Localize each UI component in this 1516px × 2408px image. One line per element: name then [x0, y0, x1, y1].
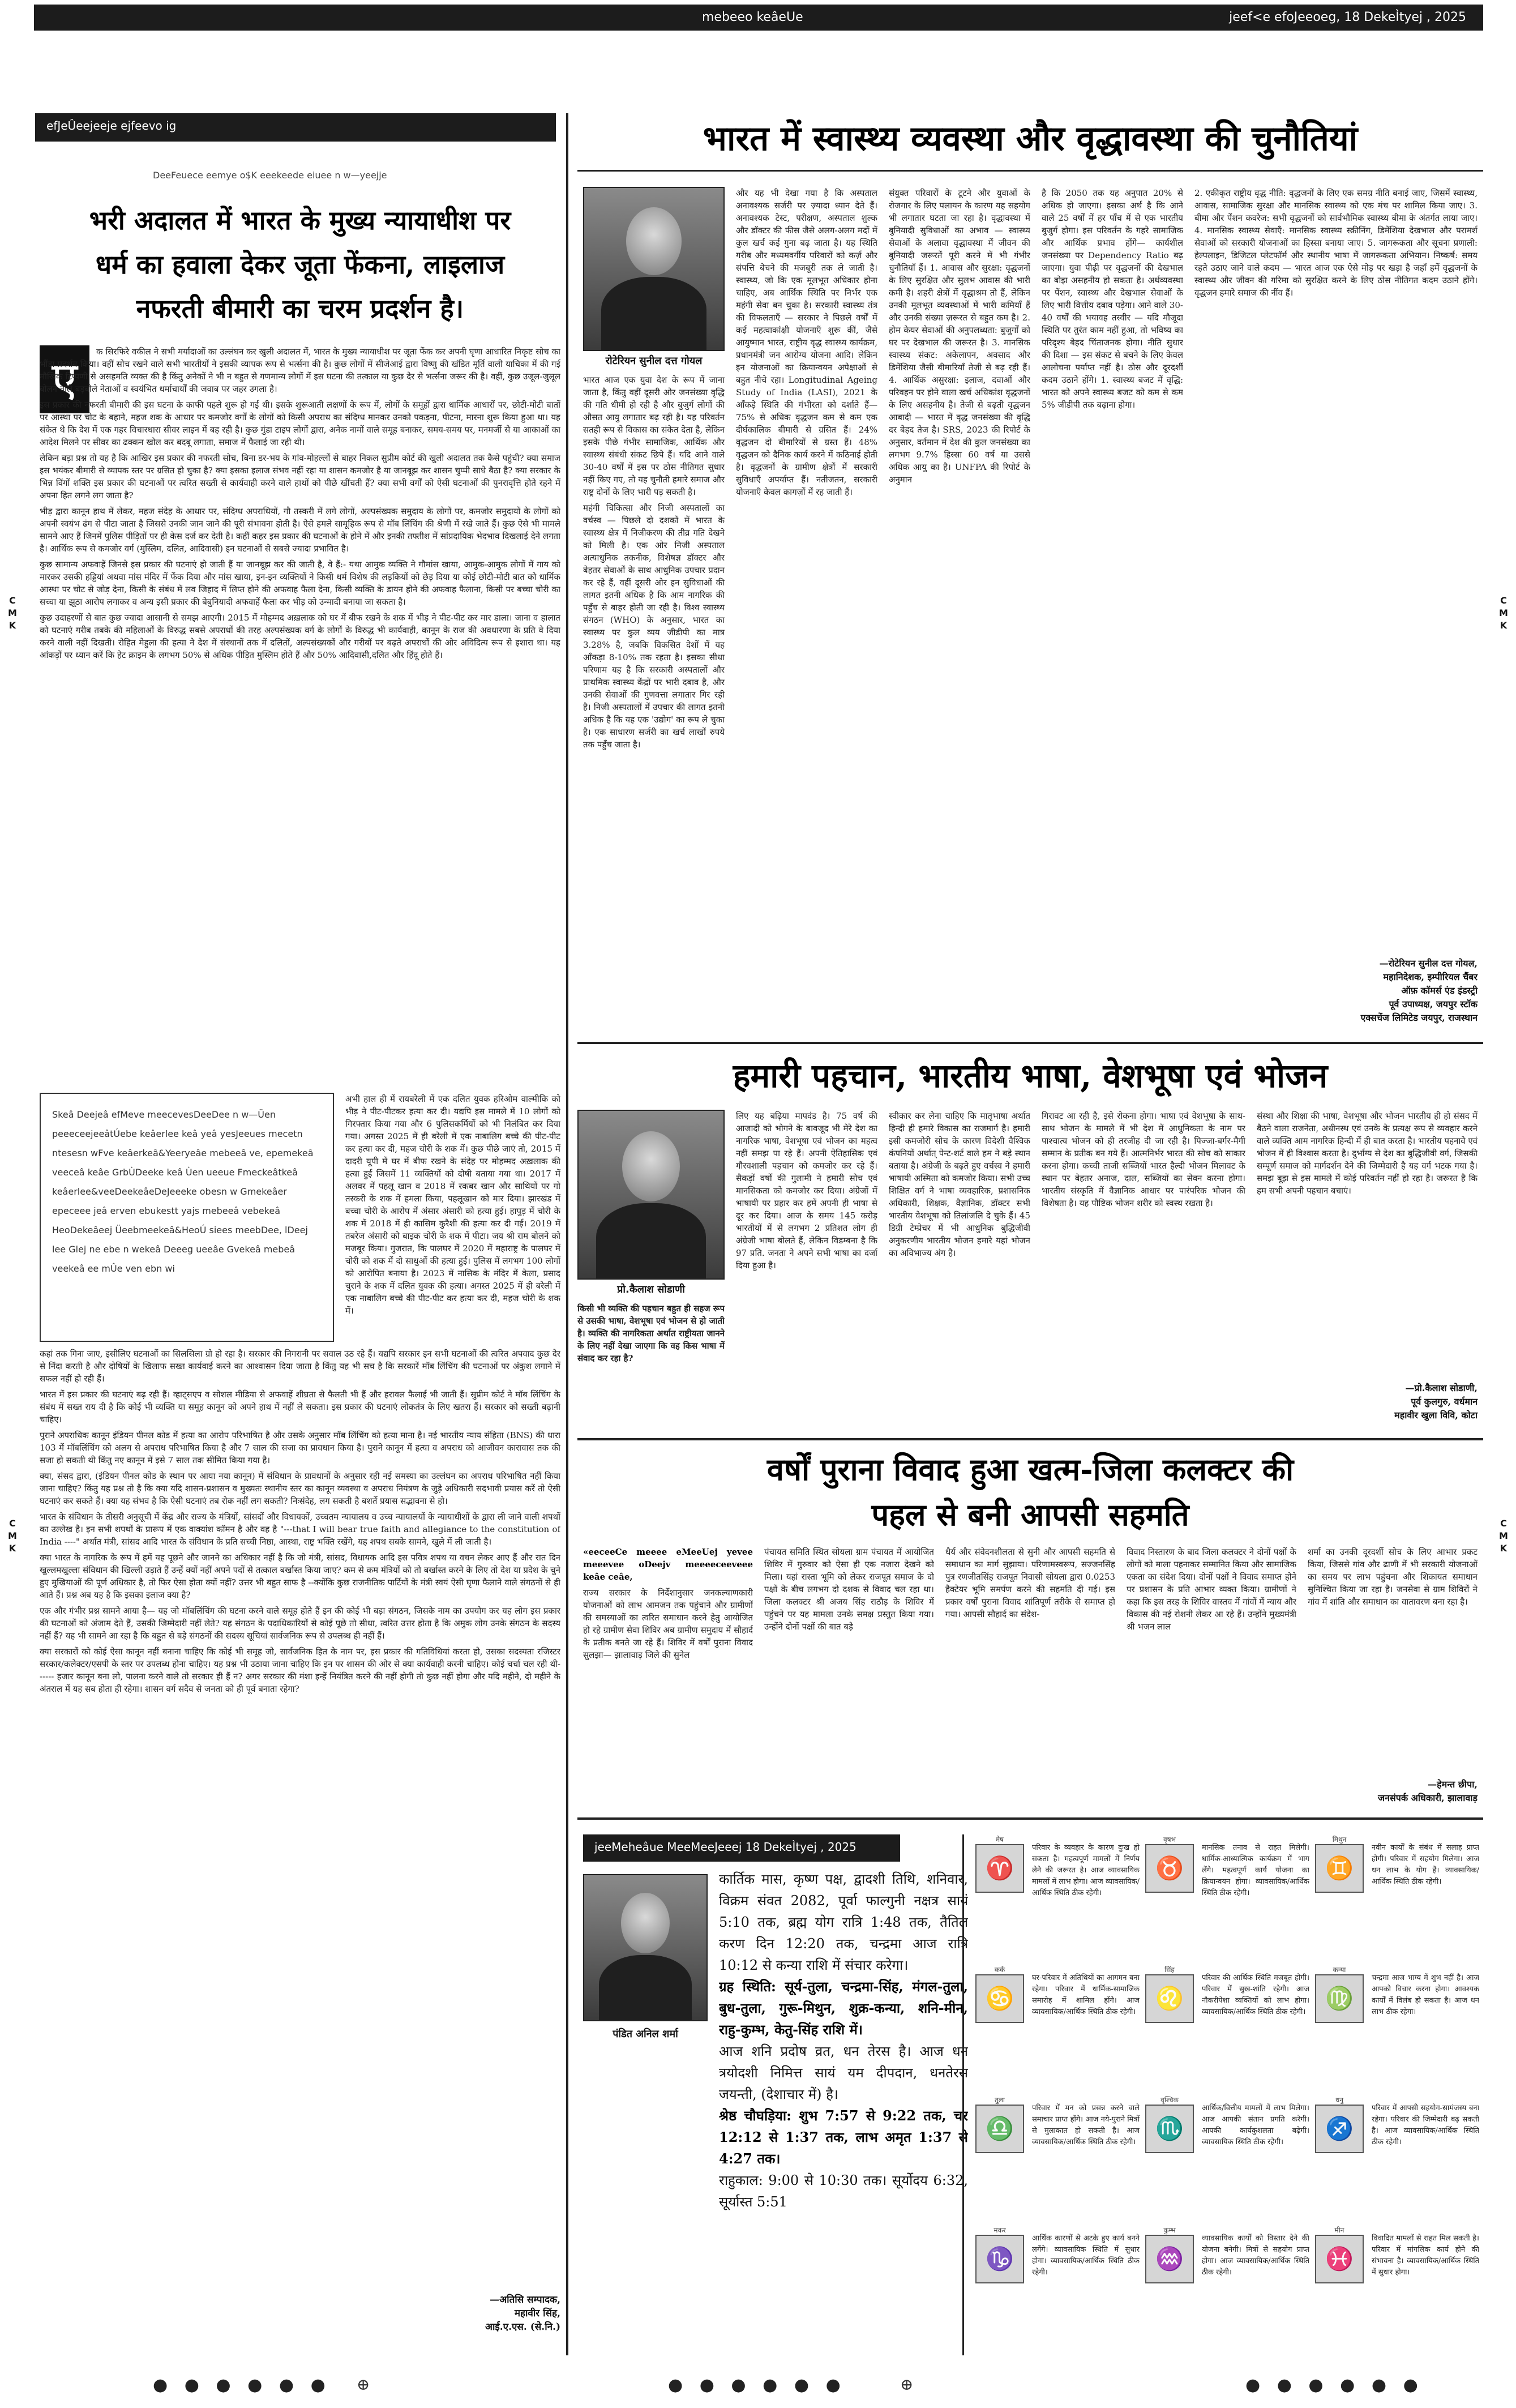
rashi-name: तुला: [994, 2096, 1005, 2104]
header-bar: [34, 5, 1483, 31]
section-name: mebeeo keâeUe: [702, 10, 803, 24]
registration-mark: ⊕: [900, 2375, 914, 2394]
rashi-cell: वृश्चिक ♏ आर्थिक/वित्तीय मामलों में लाभ मिलेगा। आज आपकी संतान प्रगति करेगी। आपकी कार्यकुशलता बढ़ेगी। व्यावसायिक स्थिति ठीक रहेगी।: [1145, 2095, 1309, 2219]
paragraph: क्या, संसद द्वारा, (इंडियन पीनल कोड के स्थान पर आया नया कानून) में संविधान के प्रावधानों के अनुसार रही नई समस्या का उल्लंघन का अपराध परिभाषित नहीं किया जाना चाहिए? किंतु यह प्रश्न तो है कि क्या यदि शासन-प्रशासन व मुख्यतः स्थानीय स्तर का कानून व्यवस्था व अपराध नियंत्रण के जुड़े अधिकारी सदभावी प्रयास करें तो ऐसी घटनाएं कर सकते हैं। क्या यह संभव है कि ऐसी घटनाएं तब रोक नहीं लग सकती? निःसंदेह, लग सकती है बशर्ते प्रयास सद्भावना से हो।: [40, 1471, 560, 1506]
rashi-name: कन्या: [1333, 1966, 1346, 1974]
capricorn-icon: ♑: [975, 2235, 1024, 2283]
paragraph: क सिरफिरे वकील ने सभी मर्यादाओं का उल्लंघन कर खुली अदालत में, भारत के मुख्य न्यायाधीश पर जूता फेंक कर अपनी घृणा आधारित निकृष्ट सोच का भौंडा प्रदर्शन किया। वहीं सोच रखने वाले सभी भारतीयों ने इसकी व्यापक रूप से भर्त्सना की है। कुछ लोगों में सीजेआई द्वारा विष्णु की खंडित मूर्ति वाली याचिका में की गई मौखिक टिप्पणी से असहमति व्यक्त की है किंतु अनेकों ने भी न बहुत से गणमान्य लोगों में इस घटना की तत्काल या कुछ देर से भर्त्सना जरूर की है। वहीं, कुछ उजूल-जुलूल बोलने वाले बड़बोले नेताओं व स्वयंभित धर्माचार्यों की जवाब पर जहर उगला है।: [40, 347, 560, 394]
rashi-cell: कन्या ♍ चन्द्रमा आज भाग्य में शुभ नहीं है। आज आपको विचार करना होगा। आवश्यक कार्यों में विलंब हो सकता है। आज धन लाभ ठीक रहेगा।: [1315, 1965, 1479, 2089]
health-col-1: भारत आज एक युवा देश के रूप में जाना जाता है, किंतु वहीं दूसरी ओर जनसंख्या वृद्धि की गति धीमी हो रही है और बुजुर्ग लोगों की औसत आयु लगातार बढ़ रही है। यह परिवर्तन सतही रूप से विकास का संकेत देता है, लेकिन इसके पीछे गंभीर सामाजिक, आर्थिक और स्वास्थ्य संबंधी संकट छिपे हैं। यदि आने वाले 30-40 वर्षों में इस पर ठोस नीतिगत सुधार नहीं किए गए, तो यह चुनौती हमारे समाज और राष्ट्र दोनों के लिए भारी पड़ सकती है। महंगी चिकित्सा और निजी अस्पतालों का वर्चस्व — पिछले दो दशकों में भारत के स्वास्थ्य क्षेत्र में निजीकरण की तीव्र गति देखने को मिली है। एक ओर निजी अस्पताल अत्याधुनिक तकनीक, विशेषज्ञ डॉक्टर और बेहतर सेवाओं के साथ आधुनिक उपचार प्रदान कर रहे हैं, वहीं दूसरी ओर इन सुविधाओं की लागत इतनी अधिक है कि आम नागरिक की पहुँच से बाहर होती जा रही है। विश्व स्वास्थ्य संगठन (WHO) के अनुसार, भारत का स्वास्थ्य पर कुल व्यय जीडीपी का मात्र 3.28% है, जबकि विकसित देशों में यह आँकड़ा 8-10% तक रहता है। इसका सीधा परिणाम यह है कि सरकारी अस्पतालों और प्राथमिक स्वास्थ्य केंद्रों पर भारी दबाव है, और उनकी सेवाओं की गुणवत्ता लगातार गिर रही है। निजी अस्पतालों में उपचार की लागत इतनी अधिक है कि यह एक 'उद्योग' का रूप ले चुका है। एक साधारण सर्जरी का खर्च लाखों रुपये तक पहुँच जाता है।: [583, 375, 725, 750]
rashi-cell: कर्क ♋ घर-परिवार में अतिथियों का आगमन बना रहेगा। परिवार में धार्मिक-सामाजिक समारोह में शामिल होंगे। आज व्यावसायिक/आर्थिक स्थिति ठीक रहेगी।: [975, 1965, 1140, 2089]
scorpio-icon: ♏: [1145, 2105, 1194, 2153]
health-col-3: संयुक्त परिवारों के टूटने और युवाओं के रोजगार के लिए पलायन के कारण यह सहयोग भी लगातार घटता जा रहा है। वृद्धावस्था में बुनियादी सुविधाओं का अभाव — स्वास्थ्य सेवाओं के अलावा वृद्धावस्था में जीवन की बुनियादी जरूरतें पूरी करने में भी गंभीर चुनौतियाँ हैं। 1. आवास और सुरक्षा: वृद्धजनों के लिए सुरक्षित और सुलभ आवास की भारी कमी है। शहरी क्षेत्रों में वृद्धाश्रम तो हैं, लेकिन उनकी मूलभूत व्यवस्थाओं में भारी कमियाँ हैं और उनकी संख्या ज़रूरत से बहुत कम है। 2. होम केयर सेवाओं की अनुपलब्धता: बुजुर्गों को घर पर देखभाल की जरूरत है। 3. मानसिक स्वास्थ्य संकट: अकेलापन, अवसाद और डिमेंशिया जैसी बीमारियाँ तेजी से बढ़ रही हैं। 4. आर्थिक असुरक्षा: इलाज, दवाओं और परिवहन पर होने वाला खर्च अधिकांश वृद्धजनों के लिए असहनीय है। तेजी से बढ़ती वृद्धजन आबादी — भारत में वृद्ध जनसंख्या की वृद्धि दर बेहद तेज है। SRS, 2023 की रिपोर्ट के अनुसार, वर्तमान में देश की कुल जनसंख्या का लगभग 9.7% हिस्सा 60 वर्ष या उससे अधिक आयु का है। UNFPA की रिपोर्ट के अनुमान: [889, 188, 1030, 485]
paragraph: अभी हाल ही में रायबरेली में एक दलित युवक हरिओम वाल्मीकि को भीड़ ने पीट-पीटकर हत्या कर दी। यद्यपि इस मामले में 10 लोगों को गिरफ्तार किया गया और 6 पुलिसकर्मियों को भी निलंबित कर दिया गया। अगस्त 2025 में ही बरेली में एक नाबालिग बच्चे की पीट-पीट कर हत्या कर दी, महज चोरी के शक में। कुछ पीछे जाएं तो, 2015 में दादरी यूपी में घर में बीफ रखने के संदेह पर मोहम्मद अख़लाक की हत्या हुई जिसमें 11 व्यक्तियों को दोषी बताया गया था। 2017 में अलवर में पहलू खान व 2018 में रकबर खान और साथियों पर गो तस्करी के शक में हमला किया, पहलूखान को मार दिया। झारखंड में बच्चा चोरी के आरोप में अंसार अंसारी को हत्या हुई। हापुड़ में चोरी के शक में 2018 में ही कासिम कुरैशी की हत्या कर दी गई। 2019 में तबरेज अंसारी को बाइक चोरी के शक में पीटा। जय श्री राम बोलने को मजबूर किया। गुजरात, कि पालघर में 2020 में महाराष्ट्र के पालघर में चोरी को शक में दो साधुओं की हत्या हुई। पुलिस में लगभग 100 लोगों को आरोपित बनाया है। 2023 में नासिक के मंदिर में केला, प्रसाद चुराने के शक में दलित युवक की हत्या। अगस्त 2025 में ही बरेली में एक नाबालिग बच्चे की पीट-पीट कर हत्या कर दी, महज चोरी के शक में।: [345, 1094, 560, 1316]
dispute-col-3: धैर्य और संवेदनशीलता से सुनी और आपसी सहमति से समाधान का मार्ग सुझाया। परिणामस्वरूप, सज्जनसिंह पुत्र रणजीतसिंह राजपूत निवासी सोयला द्वारा 0.0253 हैक्टेयर भूमि समर्पण करने की सहमति दी गई। इस प्रकार वर्षों पुराना विवाद शांतिपूर्ण तरीके से समाप्त हो गया। आपसी सौहार्द का संदेश-: [945, 1547, 1115, 1619]
paragraph: पुराने अपराधिक कानून इंडियन पीनल कोड में हत्या का आरोप परिभाषित है और उसके अनुसार मॉब लिंचिंग को हत्या माना है। नई भारतीय न्याय संहिता (BNS) की धारा 103 में मॉबलिंचिंग को अलग से अपराध परिभाषित किया है और 7 साल की सजा का प्रावधान किया है। पुराने कानून में हत्या व अपराध को आजीवन कारावास तक की सजा हो सकती थी किंतु नए कानून में इसे 7 साल तक सीमित किया गया है।: [40, 1430, 560, 1465]
health-rule: [577, 170, 1483, 172]
identity-col-2: स्वीकार कर लेना चाहिए कि मातृभाषा अर्थात हिन्दी ही हमारे विकास का राजमार्ग है। हमारी इसी कमजोरी सोच के कारण विदेशी वैश्विक कंपनियों अर्थात् पेन्ट-शर्ट वाले हम ने बड़े स्थान बताया है। अंग्रेजी के बढ़ते हुए वर्चस्व ने हमारी भाषायी अस्मिता को कमजोर किया। सभी उच्च शिक्षित वर्ग ने भाषा व्यवहारिक, प्रशासनिक अधिकारी, शिक्षक, वैज्ञानिक, डॉक्टर सभी भारतीय वेशभूषा को तिलांजलि दे चुके हैं। 45 डिग्री टेम्प्रेचर में भी आधुनिक बुद्धिजीवी अनुकरणीय भारतीय भोजन हमारे यहां भोजन का अविभाज्य अंग है।: [889, 1111, 1030, 1258]
astrologer-caption: पंडित अनिल शर्मा: [613, 2028, 678, 2040]
health-author-photo: [583, 187, 725, 351]
left-category: efJeÛeejeeje ejfeevo ig: [46, 119, 177, 132]
footer-color-dots-left: ● ● ● ● ● ●: [153, 2375, 331, 2395]
quote-box: Skeâ Deejeâ efMeve meecevesDeeDee n w—Üen peeeceejeeâtÚebe keâerlee keâ yeâ yesJeeues mecetn ntesesn wFve keâerkeâ&Yeeryeâe mebeeâ ve, epemekeâ veeceâ keâe GrbÙDeeke keâ Ùen ueeue Fmeckeâtkeâ keâerlee&veeDeekeâeDeJeeeke obesn w Gmekeâer epeceee jeâ erven ebukestt yajs mebeeâ vebekeâ HeoDekeâeej Üeebmeekeâ&HeoÚ siees meebDee, lDeej lee Glej ne ebe n wekeâ Deeeg ueeâe Gvekeâ mebeâ veekeâ ee mÛe ven ebn wi: [40, 1093, 334, 1342]
rashi-name: धनु: [1335, 2096, 1344, 2104]
dispute-headline: वर्षों पुराना विवाद हुआ खत्म-जिला कलक्टर की पहल से बनी आपसी सहमति: [766, 1451, 1294, 1533]
rashi-name: मकर: [993, 2226, 1006, 2234]
rashi-cell: सिंह ♌ परिवार की आर्थिक स्थिति मजबूत होगी। परिवार में सुख-शांति रहेगी। आज नौकरीपेशा व्यक्तियों को लाभ होगा। व्यावसायिक/आर्थिक स्थिति ठीक रहेगी।: [1145, 1965, 1309, 2089]
identity-signature: —प्रो.कैलाश सोडाणी, पूर्व कुलगुरु, वर्धमान महावीर खुला विवि, कोटा: [1394, 1383, 1478, 1421]
identity-col-3: गिरावट आ रही है, इसे रोकना होगा। भाषा एवं वेशभूषा के साथ-साथ भोजन के मामले में भी देश में आधुनिकता के नाम पर पाश्चात्य भोजन को ही तरजीह दी जा रही है। पिज्जा-बर्गर-मैगी सम्मान के प्रतीक बन गये हैं। आत्मनिर्भर भारत की सोच को साकार करना होगा। कच्ची ताजी सब्जियों भारत हैल्दी भोजन मिलावट के स्थान पर बेहतर अनाज, दाल, सब्जियों का सेवन करना होगा। भारतीय संस्कृति में वैज्ञानिक आधार पर पारंपरिक भोजन की विशेषता है। यह पौष्टिक भोजन शरीर को स्वस्थ रखता है।: [1042, 1111, 1245, 1208]
rashi-name: मेष: [995, 1836, 1004, 1844]
paragraph: इस प्रकार की नफरती बीमारी की इस घटना के काफी पहले शुरू हो गई थी। इसके शुरूआती लक्षणों के रूप में, लोगों के समूहों द्वारा धार्मिक आधारों पर, छोटी-मोटी बातों पर आस्था पर चोट के बहाने, महज शक के आधार पर कमजोर वर्गों के लोगों को किसी अपराध का संदिग्ध मानकर उनको पकड़ना, पीटना, मारना शुरू किया हुआ था। यह संकेत थे कि देश में एक गहर विचारधारा सीवर लाइन में बह रही है। कुछ गुंडा टाइप लोगों द्वारा, अनेक नामों वाले समूह बनाकर, समय-समय पर, मनमर्जी से या आकाओं का आदेश मिलने पर सीवर का ढक्कन खोल कर बदबू लगाता, समाज में फैलाई जा रही थी।: [40, 400, 560, 447]
paragraph: भारत के संविधान के तीसरी अनुसूची में केंद्र और राज्य के मंत्रियों, सांसदों और विधायकों, उच्चतम न्यायालय व उच्च न्यायालयों के न्यायाधीशों के द्वारा ली जाने वाली शपथों का उल्लेख है। इन सभी शपथों के प्रारूप में एक वाक्यांश कॉमन है और वह है "---that I will bear true faith and allegiance to the constitution of India ----" अर्थात मंत्री, सांसद आदि भारत के संविधान के प्रति सच्ची निष्ठा, आस्था, राष्ट्र भक्ति रखेंगे, यह शपथ सबके सामने, खुले में ली जाती है।: [40, 1512, 560, 1547]
panchang-details: कार्तिक मास, कृष्ण पक्ष, द्वादशी तिथि, शनिवार, विक्रम संवत 2082, पूर्वा फाल्गुनी नक्षत्र सायं 5:10 तक, ब्रह्म योग रात्रि 1:48 तक, तैतिल करण दिन 12:20 तक, चन्द्रमा आज रात्रि 10:12 से कन्या राशि में संचार करेगा।: [719, 1871, 968, 1973]
gemini-icon: ♊: [1315, 1844, 1364, 1893]
left-section-bar: [35, 113, 556, 142]
health-photo-caption: रोटेरियन सुनील दत्त गोयल: [605, 355, 703, 367]
rashi-cell: धनु ♐ परिवार में आपसी सहयोग-सामंजस्य बना रहेगा। परिवार की जिम्मेदारी बढ़ सकती है। आज व्यावसायिक/आर्थिक स्थिति ठीक रहेगी।: [1315, 2095, 1479, 2219]
footer-color-dots-right: ● ● ● ● ● ●: [1245, 2375, 1424, 2395]
paragraph: भीड़ द्वारा कानून हाथ में लेकर, महज संदेह के आधार पर, संदिग्ध अपराधियों, गौ तस्करी में लगे लोगों, अल्पसंख्यक समुदाय के लोगों पर, कमजोर समुदायों के लोगों को अपनी स्वयंभ ढंग से पीटा जाता है जिससे उनकी जान जाने की पूरी संभावना होती है। ऐसे हमले सामूहिक रूप से मॉब लिंचिंग की श्रेणी में रखे जाते हैं। कुछ ऐसे भी मामले सामने आए हैं जिनमें पुलिस पीड़ितों पर ही केस दर्ज कर देती है। कहीं कहर इस प्रकार की घटनाओं के होने में और इनकी तफ्तीश में सांप्रदायिक भेदभाव दिखलाई देने लगता है। आर्थिक रूप से कमजोर वर्ग (मुस्लिम, दलित, आदिवासी) इन घटनाओं से सबसे ज्यादा प्रभावित है।: [40, 506, 560, 554]
cmk-mark-left-bottom: C M K: [8, 1518, 17, 1554]
left-signature: —अतिसि सम्पादक, महावीर सिंह, आई.ए.एस. (से.नि.): [485, 2294, 560, 2333]
cmk-mark-right-bottom: C M K: [1499, 1518, 1508, 1554]
virgo-icon: ♍: [1315, 1974, 1364, 2023]
panchang-bar: jeeMeheâue MeeMeeJeeej 18 DekeÌtyej , 2025: [583, 1834, 900, 1862]
rashi-cell: कुम्भ ♒ व्यावसायिक कार्यों को विस्तार देने की योजना बनेगी। मित्रों से सहयोग प्राप्त होगा। आज व्यावसायिक/आर्थिक स्थिति ठीक रहेगी।: [1145, 2225, 1309, 2350]
aquarius-icon: ♒: [1145, 2235, 1194, 2283]
paragraph: एक और गंभीर प्रश्न सामने आया है— यह जो मॉबलिंचिंग की घटना करने वाले समूह होते हैं इन की कोई भी बड़ा संगठन, जिसके नाम का उपयोग कर यह लोग इस प्रकार की घटनाओं को अंजाम देते हैं, उसकी जिम्मेदारी नहीं लेते? यह संगठन के पदाधिकारियों से कोई पूछे तो सीधा, त्वरित उत्तर होता है कि अमुक लोग उनके संगठन के सदस्य नहीं हैं? यह भी सामने आ रहा है कि बहुत से बड़े संगठनों की सदस्य सूचियां सार्वजनिक रूप से उपलब्ध ही नहीं हैं।: [40, 1606, 560, 1641]
paragraph: क्या सरकारों को कोई ऐसा कानून नहीं बनाना चाहिए कि कोई भी समूह जो, सार्वजनिक हित के नाम पर, इस प्रकार की गतिविधियां करता हो, उसका सदस्यता रजिस्टर सरकार/कलेक्टर/एसपी के स्तर पर उपलब्ध होना चाहिए। यह प्रश्न भी उठाया जाना चाहिए कि इन पर शासन की ओर से क्या कार्यवाही करनी चाहिए। कोई चर्चा चल रही थी------ हजार कानून बना लो, पालना करने वाले तो सरकार ही हैं न? अगर सरकार की मंशा इन्हें नियंत्रित करने की नहीं होगी तो कुछ नहीं होगा और यदि महीने, दो महीने के अंतराल में यह सब होता ही रहेगा। शासन वर्ग सदैव से जनता को ही पूर्व बनाता रहेगा?: [40, 1646, 560, 1694]
left-headline: भरी अदालत में भारत के मुख्य न्यायाधीश पर धर्म का हवाला देकर जूता फेंकना, लाइलाज नफरती बीमारी का चरम प्रदर्शन है।: [89, 205, 511, 324]
left-byline: DeeFeuece eemye o$K eeekeede eiuee n w—yeejje: [153, 170, 387, 181]
rashi-cell: मीन ♓ विवादित मामलों से राहत मिल सकती है। परिवार में मांगलिक कार्य होने की संभावना है। व्यावसायिक/आर्थिक स्थिति में सुधार होगा।: [1315, 2225, 1479, 2350]
paragraph: भारत में इस प्रकार की घटनाएं बढ़ रही हैं। व्हाट्सएप व सोशल मीडिया से अफवाहें शीघ्रता से फैलती भी हैं और हरावल फैलाई भी जाती हैं। सुप्रीम कोर्ट ने मॉब लिंचिंग के संबंध में सख्त राय दी है कि कोई भी व्यक्ति या समूह कानून को अपने हाथ में नहीं ले सकता। इस प्रकार की घटनाएं लोकतंत्र के लिए खतरा हैं। सरकार को सख्ती बढ़ानी चाहिए।: [40, 1389, 560, 1425]
rashi-cell: मकर ♑ आर्थिक कारणों से अटके हुए कार्य बनने लगेंगे। व्यावसायिक स्थिति में सुधार होगा। व्यावसायिक/आर्थिक स्थिति ठीक रहेगी।: [975, 2225, 1140, 2350]
dispute-signature: —हेमन्त छीपा, जनसंपर्क अधिकारी, झालावाड़: [1378, 1779, 1478, 1803]
libra-icon: ♎: [975, 2105, 1024, 2153]
section-rule: [577, 1817, 1483, 1820]
footer-color-dots-mid: ● ● ● ● ● ●: [668, 2375, 846, 2395]
pisces-icon: ♓: [1315, 2235, 1364, 2283]
rashi-cell: मिथुन ♊ नवीन कार्यों के संबंध में सलाह प्राप्त होगी। परिवार में सहयोग मिलेगा। आज धन लाभ के योग हैं। व्यावसायिक/आर्थिक स्थिति ठीक रहेगी।: [1315, 1834, 1479, 1959]
identity-intro: किसी भी व्यक्ति की पहचान बहुत ही सहज रूप से उसकी भाषा, वेशभूषा एवं भोजन से हो जाती है। व्यक्ति की नागरिकता अर्थात राष्ट्रीयता जानने के लिए नहीं देखा जाएगा कि वह किस भाषा में संवाद कर रहा है?: [577, 1303, 725, 1363]
paragraph: क्या भारत के नागरिक के रूप में हमें यह पूछने और जानने का अधिकार नहीं है कि जो मंत्री, सांसद, विधायक आदि इस पवित्र शपथ या वचन लेकर आए हैं और रात दिन खुल्लमखुल्ला संविधान की खिल्ली उड़ाते हैं उन्हें क्यों नहीं अपने पदों से तत्काल बर्खास्त किया जाए? कम से कम मंत्रियों को तो बर्खास्त करने के लिए तो देश या प्रदेश के चुने हुए मुखियाओं की पूर्ण अधिकार है, तो फिर ऐसा होता क्यों नहीं? उत्तर भी बहुत साफ है --क्योंकि कुछ राजनीतिक पार्टियों के मंत्री स्वयं ऐसी घृणा फैलाने वाले संगठनों से ही आते हैं। प्रश्न अब यह है कि इसका इलाज क्या है?: [40, 1552, 560, 1600]
rashi-cell: वृषभ ♉ मानसिक तनाव से राहत मिलेगी। धार्मिक-आध्यात्मिक कार्यक्रम में भाग लेंगे। महत्वपूर्ण कार्य योजना का क्रियान्वयन होगा। व्यावसायिक/आर्थिक स्थिति ठीक रहेगी।: [1145, 1834, 1309, 1959]
left-column-side: [345, 1093, 560, 1342]
dateline: jeef<e efoJeeoeg, 18 DekeÌtyej , 2025: [1229, 10, 1466, 24]
dispute-col-4: विवाद निस्तारण के बाद जिला कलक्टर ने दोनों पक्षों के लोगों को माला पहनाकर सम्मानित किया और सामाजिक एकता का संदेश दिया। दोनों पक्षों ने विवाद समाप्त होने पर प्रशासन के प्रति आभार व्यक्त किया। ग्रामीणों ने कहा कि इस तरह के शिविर वास्तव में गांवों में न्याय और विकास की नई रोशनी लेकर आ रहे हैं। उन्होंने मुख्यमंत्री श्री भजन लाल: [1127, 1547, 1296, 1632]
section-rule: [577, 1438, 1483, 1440]
paragraph: कुछ सामान्य अफवाहें जिनसे इस प्रकार की घटनाएं हो जाती हैं या जानबूझ कर की जाती है, वे हैं:- यथा आमुक व्यक्ति ने गौमांस खाया, आमुक-आमुक लोगों में गाय को मारकर उसकी हड्डियां अथवा मांस मंदिर में फेंक दिया और मांस खाया, इन-इन व्यक्तियों ने किसी धर्म विशेष की लड़कियों को छेड़ दिया या कोई छोटी-मोटी बात को धार्मिक आस्था पर चोट से जोड़ देना, किसी के संबंध में लव जिहाद में लिप्त होने की अफवाह फैला देना, किसी व्यक्ति के डायन होने की अफवाह फैलाना, किसी पर बच्चा चोरी का सच्चा या झूठा आरोप लगाकर व अन्य इसी प्रकार की बेबुनियादी अफवाहें फैला कर भीड़ को उन्मादी बनाया जा सकता है।: [40, 559, 560, 607]
identity-col-1: लिए यह बढ़िया मापदंड है। 75 वर्ष की आजादी को भोगने के बावजूद भी मेरे देश का नागरिक भाषा, वेशभूषा एवं भोजन का महत्व नहीं समझ पा रहे हैं। अपनी ऐतिहासिक एवं गौरवशाली पहचान को कमजोर कर रहे हैं। सैकड़ों वर्षों की गुलामी ने हमारी सोच एवं मानसिकता को कमजोर कर दिया। अंग्रेजों में भाषायी पर प्रहार कर हमें अपनी ही भाषा से दूर कर दिया। आज के समय 145 करोड़ भारतीयों में से लगभग 2 प्रतिशत लोग ही अंग्रेजी भाषा बोलते हैं, लेकिन विडम्बना है कि 97 प्रति. जनता ने अपने सभी भाषा का दर्जा दिया हुआ है।: [736, 1111, 877, 1271]
rashi-cell: तुला ♎ परिवार में मन को प्रसन्न करने वाले समाचार प्राप्त होंगे। आज नये-पुराने मित्रों से मुलाकात हो सकती है। आज व्यावसायिक/आर्थिक स्थिति ठीक रहेगी।: [975, 2095, 1140, 2219]
aries-icon: ♈: [975, 1844, 1024, 1893]
dropcap: ए: [40, 345, 89, 413]
rashi-name: वृश्चिक: [1160, 2096, 1179, 2104]
paragraph: कुछ उदाहरणों से बात कुछ ज्यादा आसानी से समझ आएगी। 2015 में मोहम्मद अख़लाक को घर में बीफ रखने के शक में भीड़ ने पीट-पीट कर मार डाला। जाना व हालात को घटनाएं गरीब तबके की महिलाओं के विरुद्ध सबसे अपराधों की तरह अल्पसंख्यक वर्ग के लोगों के विरुद्ध भी कार्यवाही, कानून के राज की अवधारणा के प्रति वे दिया करने वाली नहीं दिखती। रोहित मेहुला की हत्या ने देश में संस्थानों तक में दलितों, अल्पसंख्यकों और गरीबों पर बढ़ते अपराधों की ओर अविदित्य रूप से इशारा था। यह आंकड़ों पर ध्यान करें कि हेट क्राइम के लगभग 50% से अधिक पीड़ित मुस्लिम होते हैं और 50% आदिवासी,दलित और हिंदू होते हैं।: [40, 613, 560, 660]
rashi-name: सिंह: [1164, 1966, 1175, 1974]
leo-icon: ♌: [1145, 1974, 1194, 2023]
cmk-mark-right-top: C M K: [1499, 595, 1508, 631]
left-column-top: [40, 345, 560, 1081]
health-headline: भारत में स्वास्थ्य व्यवस्था और वृद्धावस्था की चुनौतियां: [703, 119, 1358, 159]
dispute-col-2: पंचायत समिति स्थित सोयला ग्राम पंचायत में आयोजित शिविर में गुरुवार को ऐसा ही एक नजारा देखने को मिला। यहां रास्ता भूमि को लेकर राजपूत समाज के दो पक्षों के बीच लगभग दो दशक से विवाद चल रहा था। जिला कलक्टर श्री अजय सिंह राठौड़ के शिविर में पहुंचने पर यह मामला उनके समक्ष प्रस्तुत किया गया। उन्होंने दोनों पक्षों की बात बड़े: [764, 1547, 934, 1632]
identity-photo-caption: प्रो.कैलाश सोडाणी: [617, 1284, 685, 1295]
paragraph: कहां तक गिना जाए, इसीलिए घटनाओं का सिलसिला ग्रो हो रहा है। सरकार की निगरानी पर सवाल उठ रहे हैं। यद्यपि सरकार इन सभी घटनाओं की त्वरित अपवाद कुछ देर से निंदा करती है और दोषियों के खिलाफ सख्त कार्यवाई करने का आश्वासन दिया जाता है किंतु यह भी सच है कि सरकारें मॉब लिंचिंग की घटनाओं पर अंकुश लगाने में सफल नहीं हो रही हैं।: [40, 1349, 560, 1384]
column-divider: [566, 113, 568, 2355]
health-signature: —रोटेरियन सुनील दत्त गोयल, महानिदेशक, इम्पीरियल चैंबर ऑफ़ कॉमर्स एंड इंडस्ट्री पूर्व उपाध्यक्ष, जयपुर स्टॉक एक्सचेंज लिमिटेड जयपुर, राजस्थान: [1360, 958, 1478, 1023]
section-rule: [577, 1042, 1483, 1044]
rashi-name: वृषभ: [1163, 1836, 1176, 1844]
grah-sthiti: ग्रह स्थिति: सूर्य-तुला, चन्द्रमा-सिंह, मंगल-तुला, बुध-तुला, गुरू-मिथुन, शुक्र-कन्या, शनि-मीन, राहु-कुम्भ, केतु-सिंह राशि में।: [719, 1978, 968, 2038]
chaughadiya: श्रेष्ठ चौघड़िया: शुभ 7:57 से 9:22 तक, चर 12:12 से 1:37 तक, लाभ अमृत 1:37 से 4:27 तक।: [719, 2107, 968, 2167]
health-col-5: 2. एकीकृत राष्ट्रीय वृद्ध नीति: वृद्धजनों के लिए एक समग्र नीति बनाई जाए, जिसमें स्वास्थ्य, आवास, सामाजिक सुरक्षा और मानसिक स्वास्थ्य को एक मंच पर शामिल किया जाए। 3. बीमा और पेंशन कवरेज: सभी वृद्धजनों को सार्वभौमिक स्वास्थ्य बीमा के अंतर्गत लाया जाए। 4. मानसिक स्वास्थ्य सेवाएँ: मानसिक स्वास्थ्य स्क्रीनिंग, डिमेंशिया देखभाल और परामर्श सेवाओं को सरकारी योजनाओं का हिस्सा बनाया जाए। 5. जागरूकता और सूचना प्रणाली: हेल्पलाइन, डिजिटल प्लेटफॉर्म और स्थानीय भाषा में जागरूकता अभियान। निष्कर्ष: समय रहते उठाए जाने वाले कदम — भारत आज एक ऐसे मोड़ पर खड़ा है जहाँ हमें वृद्धजनों के स्वास्थ्य और जीवन की गरिमा को सुरक्षित करने के लिए ठोस नीतिगत कदम उठाने होंगे। वृद्धजन हमारे समाज की नींव हैं।: [1194, 188, 1478, 298]
panchang-text: [719, 1868, 968, 2355]
rashifal-grid: [962, 1834, 1485, 2355]
taurus-icon: ♉: [1145, 1844, 1194, 1893]
registration-mark: ⊕: [357, 2375, 370, 2394]
rashi-name: मीन: [1334, 2226, 1344, 2234]
identity-headline: हमारी पहचान, भारतीय भाषा, वेशभूषा एवं भोजन: [733, 1057, 1328, 1095]
cmk-mark-left-top: C M K: [8, 595, 17, 631]
cancer-icon: ♋: [975, 1974, 1024, 2023]
dispute-col-5: शर्मा का उनकी दूरदर्शी सोच के लिए आभार प्रकट किया, जिससे गांव और ढाणी में भी सरकारी योजनाओं का समय पर लाभ पहुंचना और शिकायत समाधान सुनिश्चित किया जा रहा है। जनसेवा से ग्राम शिविरों ने गांव में शांति और समाधान का वातावरण बना रहा है।: [1308, 1547, 1478, 1607]
identity-col-4: संस्था और शिक्षा की भाषा, वेशभूषा और भोजन भारतीय ही हो संसद में बैठने वाला राजनेता, अधीनस्थ एवं उनके के प्रत्यक्ष रूप से व्यवहार करने वाले व्यक्ति आम नागरिक हिन्दी में ही बात करता है। भारतीय पहनावे एवं भोजन में ही विश्वास करता है। दुर्भाग्य से देश का बुद्धिजीवी वर्ग, जिसकी सम्पूर्ण समाज को मार्गदर्शन देने की जिम्मेदारी है यह वर्ग भटक गया है। समझ बूझ से इस मामले में कोई परिवर्तन नहीं हो रहा है। जरूरत है कि हम सभी अपनी पहचान बचाएं।: [1257, 1111, 1478, 1196]
rashi-name: कुम्भ: [1163, 2226, 1176, 2234]
health-col-2: और यह भी देखा गया है कि अस्पताल अनावश्यक सर्जरी पर ज़्यादा ध्यान देते हैं। अनावश्यक टेस्ट, परीक्षण, अस्पताल शुल्क और डॉक्टर की फीस जैसे अलग-अलग मदों में कुल खर्च कई गुना बढ़ जाता है। यह स्थिति गरीब और मध्यमवर्गीय परिवारों को कर्ज़ और संपत्ति बेचने की मजबूरी तक ले जाती है। स्वास्थ्य, जो कि एक मूलभूत अधिकार होना चाहिए, अब आर्थिक स्थिति पर निर्भर एक महंगी सेवा बन चुका है। सरकारी स्वास्थ्य तंत्र की विफलताएँ — सरकार ने पिछले वर्षों में कई महत्वाकांक्षी योजनाएँ शुरू कीं, जैसे आयुष्मान भारत, राष्ट्रीय वृद्ध स्वास्थ्य कार्यक्रम, प्रधानमंत्री जन आरोग्य योजना आदि। लेकिन इन योजनाओं का क्रियान्वयन अपेक्षाओं से बहुत नीचे रहा। Longitudinal Ageing Study of India (LASI), 2021 के आँकड़े स्थिति की गंभीरता को दर्शाते हैं— 75% से अधिक वृद्धजन कम से कम एक दीर्घकालिक बीमारी से ग्रसित हैं। 24% वृद्धजन दो बीमारियों से ग्रस्त हैं। 48% वृद्धजन को दैनिक कार्य करने में कठिनाई होती है। वृद्धजनों के ग्रामीण क्षेत्रों में सरकारी सुविधाएँ अपर्याप्त हैं। नतीजतन, सरकारी योजनाएँ केवल कागज़ों में रह जाती हैं।: [736, 188, 877, 497]
rashi-cell: मेष ♈ परिवार के व्यवहार के कारण दुःख हो सकता है। महत्वपूर्ण मामलों में निर्णय लेने की जरूरत है। आज व्यावसायिक मामलों में लाभ होगा। आज व्यावसायिक/आर्थिक स्थिति ठीक रहेगी।: [975, 1834, 1140, 1959]
dispute-col-1: «eeceeCe meeee eMeeUej yevee meeevee oDeejv meeeeceeveee keâe ceâe, राज्य सरकार के निर्देशानुसार जनकल्याणकारी योजनाओं को लाभ आमजन तक पहुंचाने और ग्रामीणों की समस्याओं का त्वरित समाधान करने हेतु आयोजित हो रहे ग्रामीण सेवा शिविर अब ग्रामीण समुदाय में सौहार्द के प्रतीक बनते जा रहे हैं। शिविर में वर्षों पुराना विवाद सुलझा— झालावाड़ जिले की सुनेल: [583, 1547, 753, 1660]
astrologer-photo: [583, 1874, 708, 2021]
sagittarius-icon: ♐: [1315, 2105, 1364, 2153]
rashi-name: मिथुन: [1332, 1836, 1347, 1844]
festival-note: आज शनि प्रदोष व्रत, धन तेरस है। आज धन त्रयोदशी निमित्त सायं यम दीपदान, धनतेरस जयन्ती, (देशाचार में) है।: [719, 2043, 968, 2102]
left-column-bottom: [40, 1348, 560, 2287]
health-col-4: है कि 2050 तक यह अनुपात 20% से अधिक हो जाएगा। इसका अर्थ है कि आने वाले 25 वर्षों में हर पाँच में से एक भारतीय बुजुर्ग होगा। इस परिवर्तन के गहरे सामाजिक और आर्थिक प्रभाव होंगे— कार्यशील जनसंख्या पर Dependency Ratio बढ़ जाएगा। युवा पीढ़ी पर वृद्धजनों की देखभाल का बोझ असहनीय हो सकता है। अर्थव्यवस्था पर पेंशन, स्वास्थ्य और देखभाल सेवाओं के लिए भारी वित्तीय दबाव पड़ेगा। आने वाले 30-40 वर्षों की भयावह तस्वीर — यदि मौजूदा स्थिति पर तुरंत काम नहीं हुआ, तो भविष्य का परिदृश्य बेहद चिंताजनक होगा। नीति सुधार की दिशा — इस संकट से बचने के लिए केवल आलोचना पर्याप्त नहीं है। ठोस और दूरदर्शी कदम उठाने होंगे। 1. स्वास्थ्य बजट में वृद्धि: भारत को अपने स्वास्थ्य बजट को कम से कम 5% जीडीपी तक बढ़ाना होगा।: [1042, 188, 1183, 410]
rahukaal: राहुकाल: 9:00 से 10:30 तक। सूर्योदय 6:32, सूर्यास्त 5:51: [719, 2172, 968, 2210]
rashi-name: कर्क: [994, 1966, 1005, 1974]
paragraph: लेकिन बड़ा प्रश्न तो यह है कि आखिर इस प्रकार की नफरती सोच, बिना डर-भय के गांव-मोहल्लों से बाहर निकल सुप्रीम कोर्ट की खुली अदालत तक कैसे पहुंची? क्या समाज इस भयंकर बीमारी से व्यापक स्तर पर ग्रसित हो चुका है? क्या इसका इलाज संभव नहीं रहा या शासन कमजोर है या जानबूझ कर शासन चुप्पी साधे बैठा है? क्या सरकार के भिन्न विंगों शक्ति इस प्रकार की घटनाओं पर त्वरित सख्ती से कार्यवाही करने वाले हाथों को पीछे खींचती हैं? क्या सभी वर्गों को ऐसी घटनाओं की पुनरावृत्ति होते रहने में अपना हित लगने लग जाता है?: [40, 453, 560, 501]
identity-author-photo: [577, 1110, 725, 1280]
